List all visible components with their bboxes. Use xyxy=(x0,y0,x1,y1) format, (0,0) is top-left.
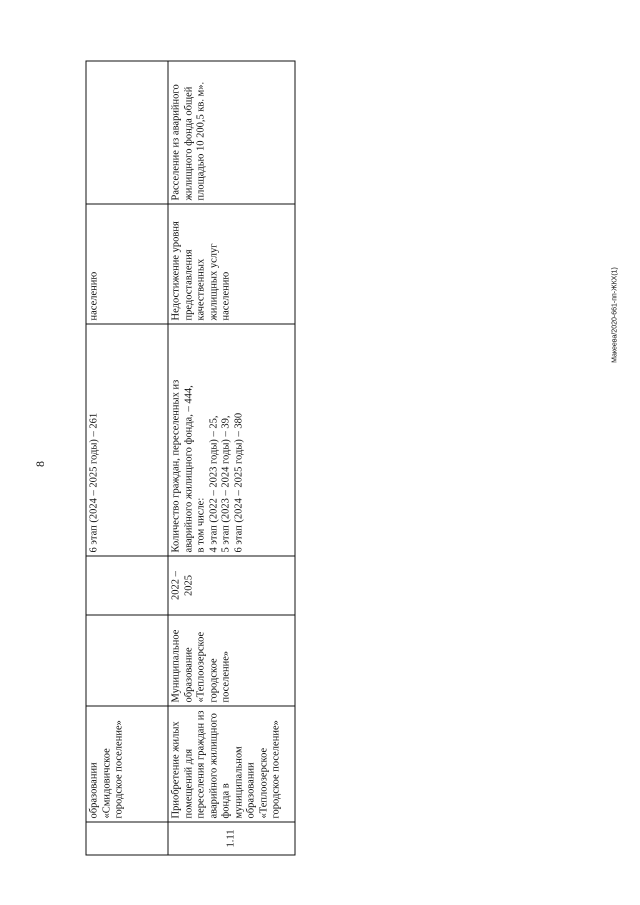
executor-cell: Муниципальное образование «Теплоозерское городское поселение» xyxy=(168,615,295,706)
result-cell xyxy=(86,61,168,204)
indicator-line: 4 этап (2022 – 2023 годы) – 25, xyxy=(208,415,219,552)
consequence-cell: Недостижение уровня предоставления качественных жилищных услуг населению xyxy=(168,204,295,324)
measures-table xyxy=(86,60,296,855)
event-cell: Приобретение жилых помещений для переселения граждан из аварийного жилищного фонда в муниципальном образовании «Теплоозерское городское поселение» xyxy=(168,706,295,822)
row-number-cell xyxy=(86,822,168,855)
indicator-line: 5 этап (2023 – 2024 годы) – 39, xyxy=(220,415,232,552)
page-number: 8 xyxy=(33,461,47,467)
table-row xyxy=(86,61,168,855)
event-cell: образовании «Смидовичское городское поселение» xyxy=(86,706,168,822)
indicator-line: Количество граждан, переселенных из аварийного жилищного фонда, – 444, xyxy=(170,379,194,552)
table-row xyxy=(168,61,295,855)
footer-code-text: Макеева/2020-661-пп-ЖКХ(1) xyxy=(611,267,619,363)
measures-table-wrapper xyxy=(86,61,295,855)
result-cell: Расселение из аварийного жилищного фонда общей площадью 10 200,5 кв. м». xyxy=(168,61,295,204)
executor-cell xyxy=(86,615,168,706)
years-cell xyxy=(86,556,168,615)
indicator-line: в том числе: xyxy=(195,497,207,552)
row-number-cell: 1.11 xyxy=(168,822,295,855)
indicator-line: 6 этап (2024 – 2025 годы) – 380 xyxy=(233,412,244,552)
indicator-cell xyxy=(168,324,295,556)
years-cell: 2022 – 2025 xyxy=(168,556,295,615)
indicator-cell: 6 этап (2024 – 2025 годы) – 261 xyxy=(86,324,168,556)
consequence-cell: населению xyxy=(86,204,168,324)
